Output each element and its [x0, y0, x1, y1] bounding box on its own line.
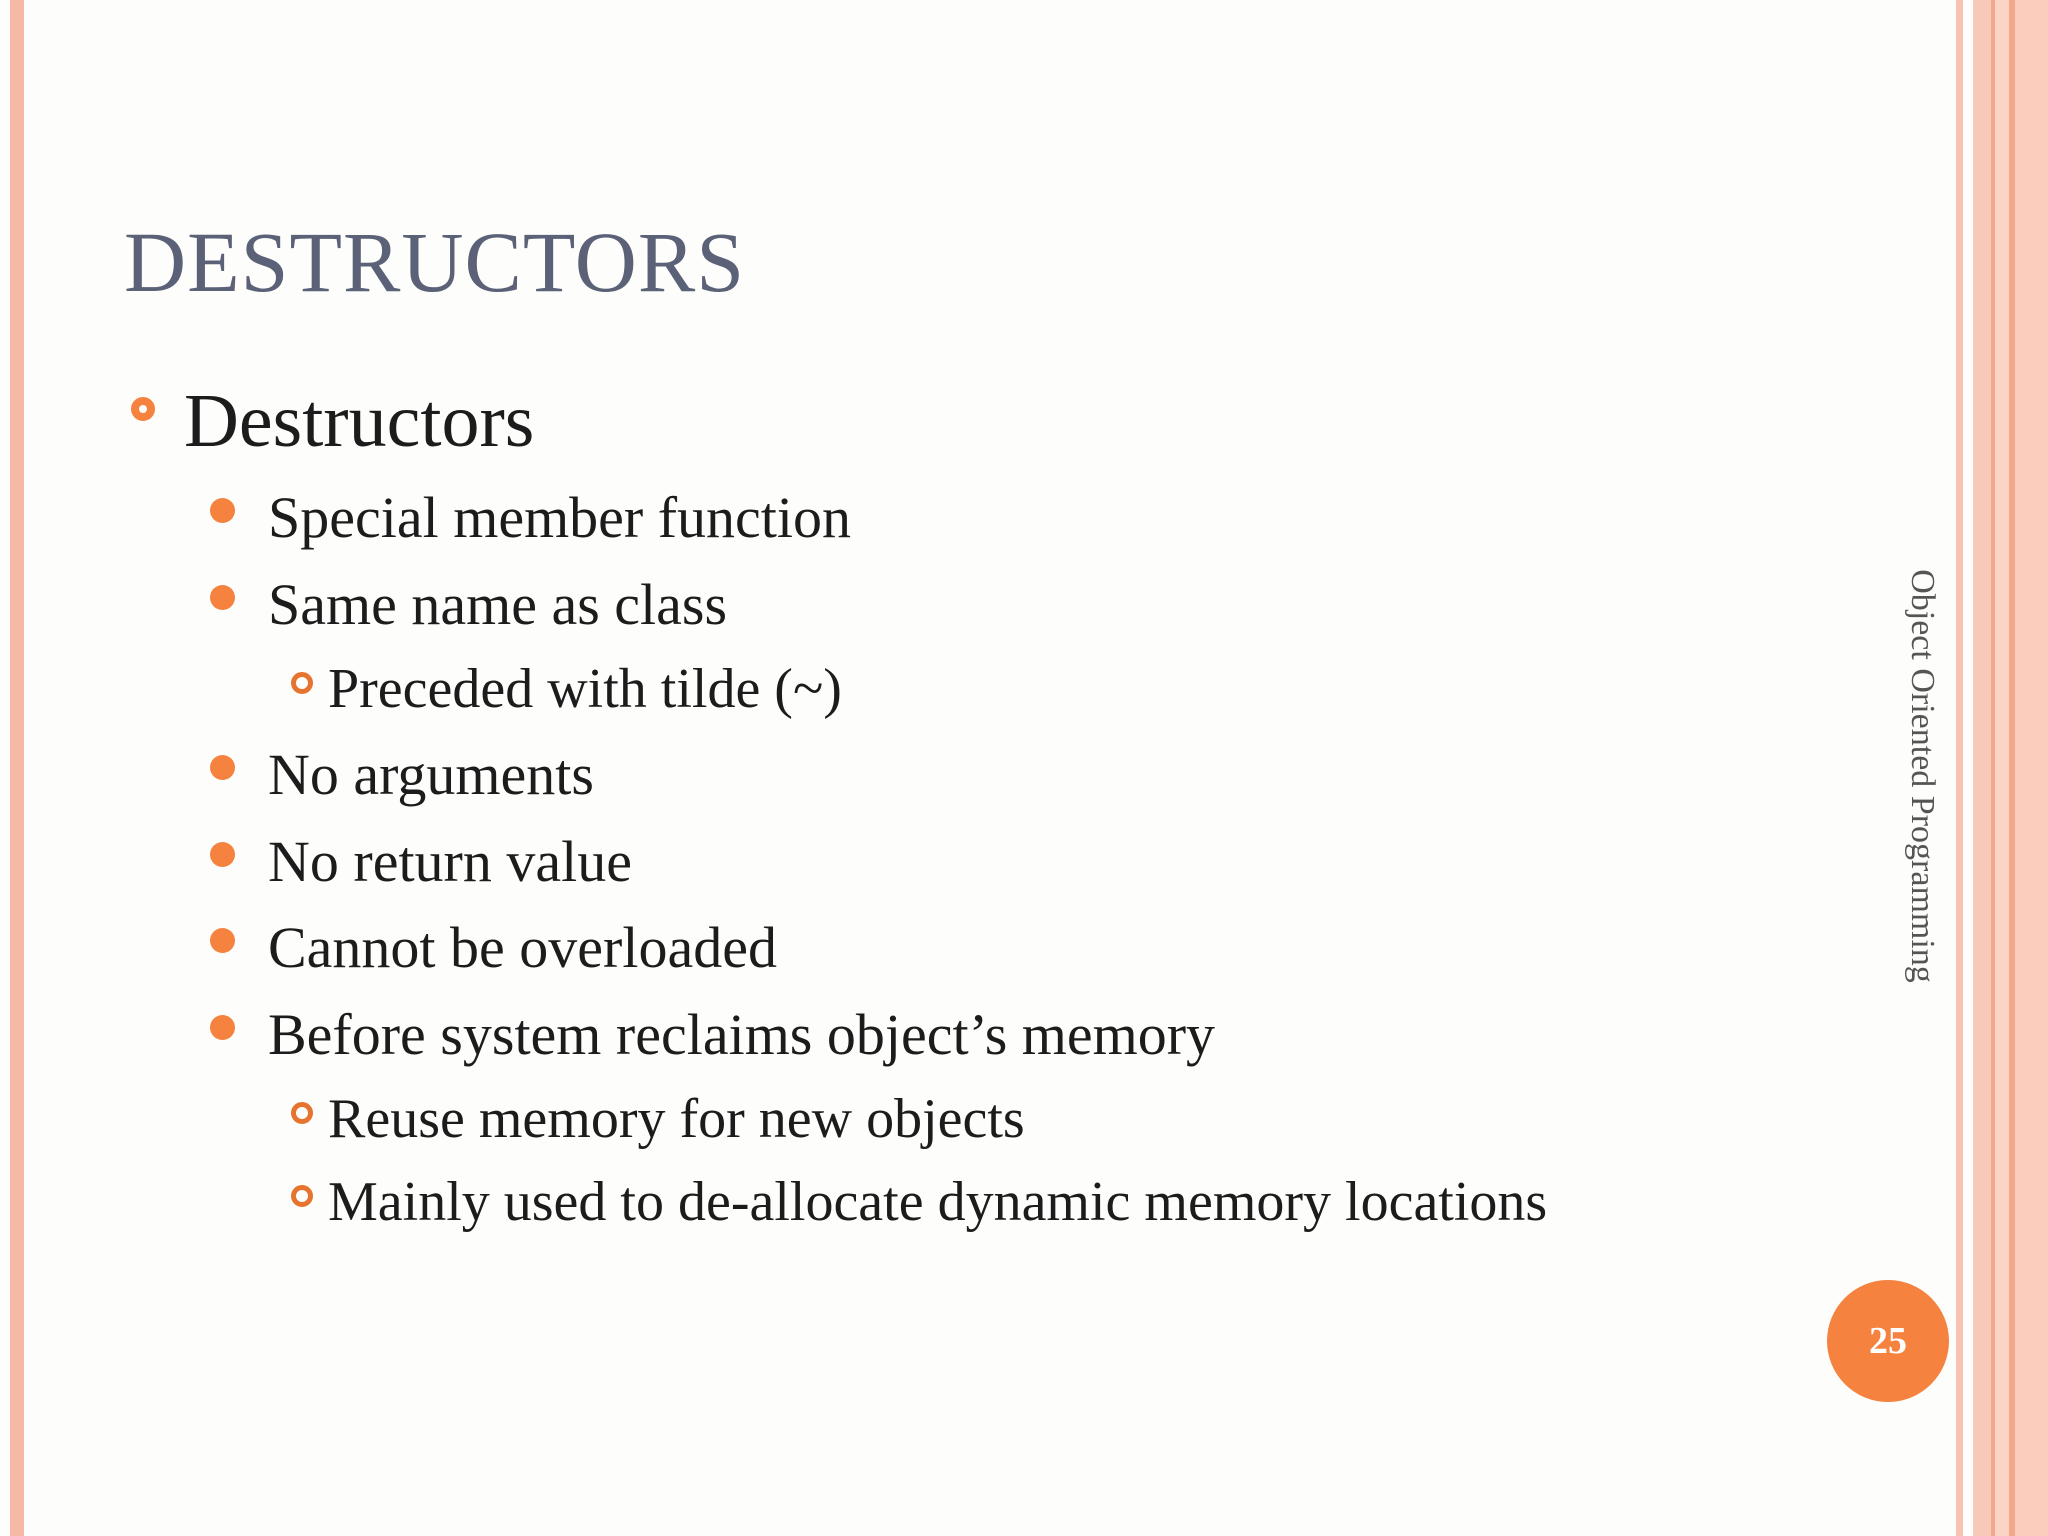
dot-bullet-icon	[210, 1015, 235, 1040]
right-stripe	[1973, 0, 1991, 1536]
list-item: No arguments	[268, 742, 594, 807]
list-item: Before system reclaims object’s memory	[268, 1002, 1216, 1067]
sub-list-item: Preceded with tilde (~)	[328, 658, 842, 720]
right-stripe	[1956, 0, 1963, 1536]
right-stripe	[2015, 0, 2048, 1536]
dot-bullet-icon	[210, 842, 235, 867]
right-stripe	[1963, 0, 1973, 1536]
sub-list-item: Mainly used to de-allocate dynamic memory locations	[328, 1171, 1548, 1233]
ring-bullet-icon	[131, 397, 155, 421]
page-number-badge	[1827, 1280, 1949, 1402]
ring-bullet-icon	[291, 1102, 313, 1124]
side-course-label: Object Oriented Programming	[1904, 569, 1941, 983]
page-number: 25	[1869, 1320, 1907, 1362]
bullet-heading: Destructors	[184, 379, 535, 463]
list-item: No return value	[268, 829, 632, 894]
ring-bullet-icon	[291, 672, 313, 694]
list-item: Same name as class	[268, 572, 728, 637]
dot-bullet-icon	[210, 498, 235, 523]
dot-bullet-icon	[210, 585, 235, 610]
list-item: Special member function	[268, 485, 852, 550]
dot-bullet-icon	[210, 755, 235, 780]
slide-title: DESTRUCTORS	[124, 214, 746, 310]
list-item: Cannot be overloaded	[268, 915, 777, 980]
right-border-stripes	[1956, 0, 2048, 1536]
dot-bullet-icon	[210, 928, 235, 953]
ring-bullet-icon	[291, 1185, 313, 1207]
right-stripe	[1995, 0, 2009, 1536]
sub-list-item: Reuse memory for new objects	[328, 1088, 1025, 1150]
